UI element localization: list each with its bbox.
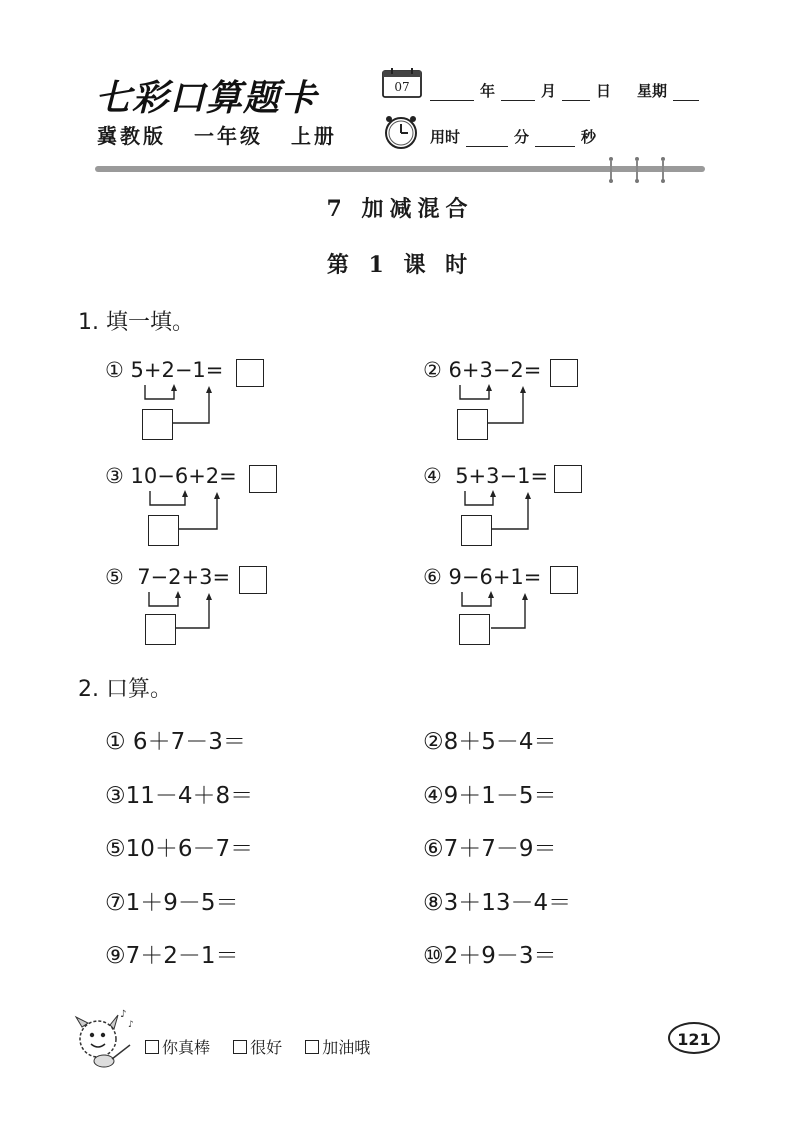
flow-problem-3: [105, 464, 325, 554]
self-rating: [145, 1035, 388, 1058]
time-minute-label: 分: [514, 128, 530, 146]
intermediate-box[interactable]: [459, 614, 490, 645]
svg-text:♪: ♪: [120, 1009, 127, 1020]
flow-arrows: [423, 565, 643, 655]
time-second-label: 秒: [581, 128, 597, 146]
oral-item-2: ②8＋5－4＝: [423, 729, 557, 755]
oral-item-4: ④9＋1－5＝: [423, 783, 557, 809]
intermediate-box[interactable]: [145, 614, 176, 645]
oral-item-10: ⑩2＋9－3＝: [423, 943, 557, 969]
flow-arrows: [423, 464, 643, 554]
oral-item-6: ⑥7＋7－9＝: [423, 836, 557, 862]
date-weekday-label: 星期: [637, 82, 668, 100]
rating-try-harder[interactable]: 加油哦: [305, 1038, 370, 1057]
flow-problem-4: [423, 464, 643, 554]
lesson-title: 第 1 课 时: [326, 252, 474, 278]
section2-heading: 2. 口算。: [78, 677, 172, 702]
svg-text:♪: ♪: [128, 1020, 134, 1030]
edition-volume: 上册: [290, 124, 337, 148]
intermediate-box[interactable]: [148, 515, 179, 546]
problem-expression: ⑤ 7−2+3=: [105, 565, 231, 589]
edition-line: [97, 120, 355, 149]
oral-item-9: ⑨7＋2－1＝: [105, 943, 239, 969]
date-year-label: 年: [480, 82, 496, 100]
calendar-day: 07: [394, 80, 410, 94]
clock-icon: [383, 114, 419, 150]
flow-problem-6: [423, 565, 643, 655]
oral-item-5: ⑤10＋6－7＝: [105, 836, 254, 862]
flow-arrows: [105, 565, 325, 655]
checkbox-icon: [233, 1040, 247, 1054]
binder-ring-icon: [634, 157, 640, 183]
oral-item-1: ① 6＋7－3＝: [105, 729, 246, 755]
date-month-label: 月: [541, 82, 557, 100]
date-day-label: 日: [596, 82, 612, 100]
oral-item-8: ⑧3＋13－4＝: [423, 890, 572, 916]
checkbox-icon: [145, 1040, 159, 1054]
brand-title: 七彩口算题卡: [95, 78, 318, 119]
binder-ring-icon: [660, 157, 666, 183]
intermediate-box[interactable]: [457, 409, 488, 440]
page-number: 121: [668, 1022, 720, 1054]
problem-expression: ② 6+3−2=: [423, 358, 542, 382]
edition-grade: 一年级: [193, 124, 263, 148]
flow-arrows: [105, 464, 325, 554]
problem-expression: ⑥ 9−6+1=: [423, 565, 542, 589]
section1-heading: 1. 填一填。: [78, 310, 194, 335]
calendar-icon: [382, 68, 422, 98]
mascot-icon: [68, 1003, 138, 1073]
date-fill-line: [430, 80, 705, 101]
flow-problem-2: [423, 358, 643, 448]
unit-title: 7 加减混合: [326, 196, 474, 222]
problem-expression: ③ 10−6+2=: [105, 464, 237, 488]
oral-item-7: ⑦1＋9－5＝: [105, 890, 239, 916]
flow-arrows: [105, 358, 325, 448]
checkbox-icon: [305, 1040, 319, 1054]
flow-problem-1: [105, 358, 325, 448]
intermediate-box[interactable]: [142, 409, 173, 440]
edition-publisher: 冀教版: [97, 124, 166, 148]
flow-problem-5: [105, 565, 325, 655]
intermediate-box[interactable]: [461, 515, 492, 546]
oral-item-3: ③11－4＋8＝: [105, 783, 254, 809]
flow-arrows: [423, 358, 643, 448]
rating-good[interactable]: 很好: [233, 1038, 282, 1057]
rating-great[interactable]: 你真棒: [145, 1038, 210, 1057]
time-used-label: 用时: [430, 128, 461, 146]
problem-expression: ① 5+2−1=: [105, 358, 224, 382]
problem-expression: ④ 5+3−1=: [423, 464, 549, 488]
time-fill-line: [430, 126, 596, 147]
binder-ring-icon: [608, 157, 614, 183]
